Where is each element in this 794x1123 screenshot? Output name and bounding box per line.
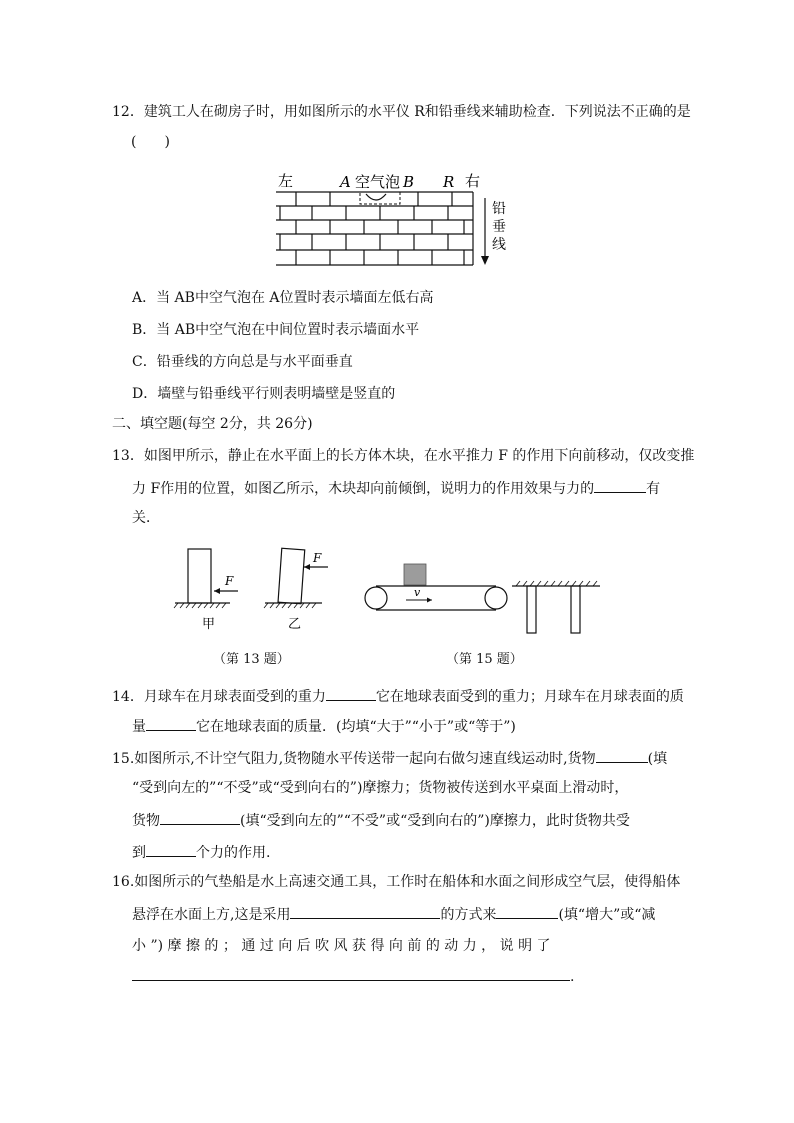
- q15-figure-caption: （第 15 题）: [446, 652, 523, 667]
- block-jia: [188, 549, 211, 603]
- q15-blank-1[interactable]: [596, 748, 648, 763]
- fig12-b-label: B: [403, 173, 415, 191]
- table-hatch: [516, 581, 597, 586]
- q16-stem-line3: 小 ”) 摩 擦 的 ； 通 过 向 后 吹 风 获 得 向 前 的 动 力 ， 说 明 了: [132, 938, 551, 954]
- q15-blank-3[interactable]: [146, 842, 196, 857]
- force-arrowhead-yi-icon: [304, 564, 310, 570]
- q16-stem-line1: 16.如图所示的气垫船是水上高速交通工具，工作时在船体和水面之间形成空气层，使得船体: [112, 874, 681, 890]
- q15-blank-2[interactable]: [160, 810, 240, 825]
- q15-stem-line4: [132, 842, 270, 863]
- q14-line1-text: 14．月球车在月球表面受到的重力: [112, 689, 326, 705]
- q12-stem-line1: 12．建筑工人在砌房子时，用如图所示的水平仪 R和铅垂线来辅助检查．下列说法不正确的是: [112, 104, 691, 120]
- q13-stem-line3: 关．: [132, 510, 160, 526]
- ground-hatch-yi: [264, 603, 316, 608]
- q16-stem-line2: [132, 904, 655, 925]
- right-roller: [485, 587, 507, 609]
- q12-option-a: A．当 AB中空气泡在 A位置时表示墙面左低右高: [132, 290, 434, 306]
- q16-stem-line4: [132, 966, 574, 987]
- q16-line2-text: 悬浮在水面上方,这是采用: [132, 907, 291, 923]
- q15-stem-line2: “受到向左的”“不受”或“受到向右的”)摩擦力；货物被传送到水平桌面上滑动时，: [132, 780, 629, 796]
- brick-wall: [276, 192, 473, 265]
- conveyor-figure: [360, 562, 608, 638]
- q13-line2-text: 力 F作用的位置，如图乙所示，木块却向前倾倒，说明力的作用效果与力的: [132, 481, 595, 497]
- fig12-bubble-label: 空气泡: [355, 173, 401, 191]
- q14-stem-line1: [112, 686, 684, 707]
- q15-stem-line1: [112, 748, 667, 769]
- q15-line3-text: 货物: [132, 813, 160, 829]
- plumb-label-3: 线: [492, 237, 506, 253]
- force-arrowhead-jia-icon: [214, 588, 220, 594]
- q13-stem-line1: 13．如图甲所示，静止在水平面上的长方体木块，在水平推力 F 的作用下向前移动，仅改变推: [112, 448, 695, 464]
- q15-line1-end: (填: [647, 751, 668, 767]
- cargo-box: [404, 564, 426, 585]
- q16-line2-end: (填“增大”或“减: [558, 907, 656, 923]
- q15-line3-end: (填“受到向左的”“不受”或“受到向右的”)摩擦力，此时货物共受: [240, 813, 630, 829]
- level-wall-figure: [268, 168, 518, 272]
- air-bubble: [366, 194, 386, 200]
- q16-line2-mid: 的方式来: [440, 907, 497, 923]
- q15-stem-line3: [132, 810, 630, 831]
- plumb-label-1: 铅: [492, 201, 506, 217]
- velocity-label: v: [414, 586, 421, 599]
- fig12-right-label: 右: [465, 172, 481, 190]
- q13-line2-end: 有: [646, 481, 661, 497]
- q12-option-d: D．墙壁与铅垂线平行则表明墙壁是竖直的: [132, 386, 396, 402]
- q14-blank-2[interactable]: [146, 716, 196, 731]
- fig12-a-label: A: [340, 173, 351, 191]
- q14-blank-1[interactable]: [326, 686, 376, 701]
- q16-blank-1[interactable]: [290, 904, 440, 919]
- force-label-yi: F: [313, 551, 322, 565]
- q15-line1-text: 15.如图所示,不计空气阻力,货物随水平传送带一起向右做匀速直线运动时,货物: [112, 751, 596, 767]
- q13-blank[interactable]: [594, 478, 646, 493]
- q14-line1-end: 它在地球表面受到的重力；月球车在月球表面的质: [375, 689, 684, 705]
- label-yi: 乙: [288, 617, 302, 632]
- q14-line2-end: 它在地球表面的质量．(均填“大于”“小于”或“等于”): [196, 719, 516, 735]
- q12-answer-bracket: ( ): [131, 134, 170, 150]
- table-leg-left: [527, 586, 536, 633]
- q16-blank-2[interactable]: [496, 904, 558, 919]
- velocity-arrowhead-icon: [427, 598, 432, 603]
- q12-option-c: C．铅垂线的方向总是与水平面垂直: [132, 354, 353, 370]
- block-yi: [278, 548, 305, 603]
- fig12-r-label: R: [443, 173, 455, 191]
- q16-line4-end: .: [570, 969, 575, 985]
- fig12-left-label: 左: [278, 172, 294, 190]
- q12-option-b: B．当 AB中空气泡在中间位置时表示墙面水平: [132, 322, 420, 338]
- force-label-jia: F: [225, 574, 234, 588]
- label-jia: 甲: [202, 617, 216, 632]
- level-tube: [360, 192, 400, 204]
- q14-line2-text: 量: [132, 719, 146, 735]
- q16-blank-3[interactable]: [132, 966, 570, 981]
- plumb-label-2: 垂: [492, 219, 506, 235]
- q15-line4-end: 个力的作用.: [196, 845, 271, 861]
- q14-stem-line2: [132, 716, 516, 737]
- table-leg-right: [571, 586, 580, 633]
- left-roller: [365, 587, 387, 609]
- plumb-arrow-icon: [481, 256, 489, 265]
- q13-stem-line2: [132, 478, 660, 499]
- q13-figure-caption: （第 13 题）: [213, 652, 290, 667]
- block-force-figure: [170, 545, 335, 635]
- ground-hatch-jia: [174, 603, 226, 608]
- q15-line4-text: 到: [132, 845, 146, 861]
- section-2-heading: 二、填空题(每空 2分，共 26分): [112, 416, 313, 432]
